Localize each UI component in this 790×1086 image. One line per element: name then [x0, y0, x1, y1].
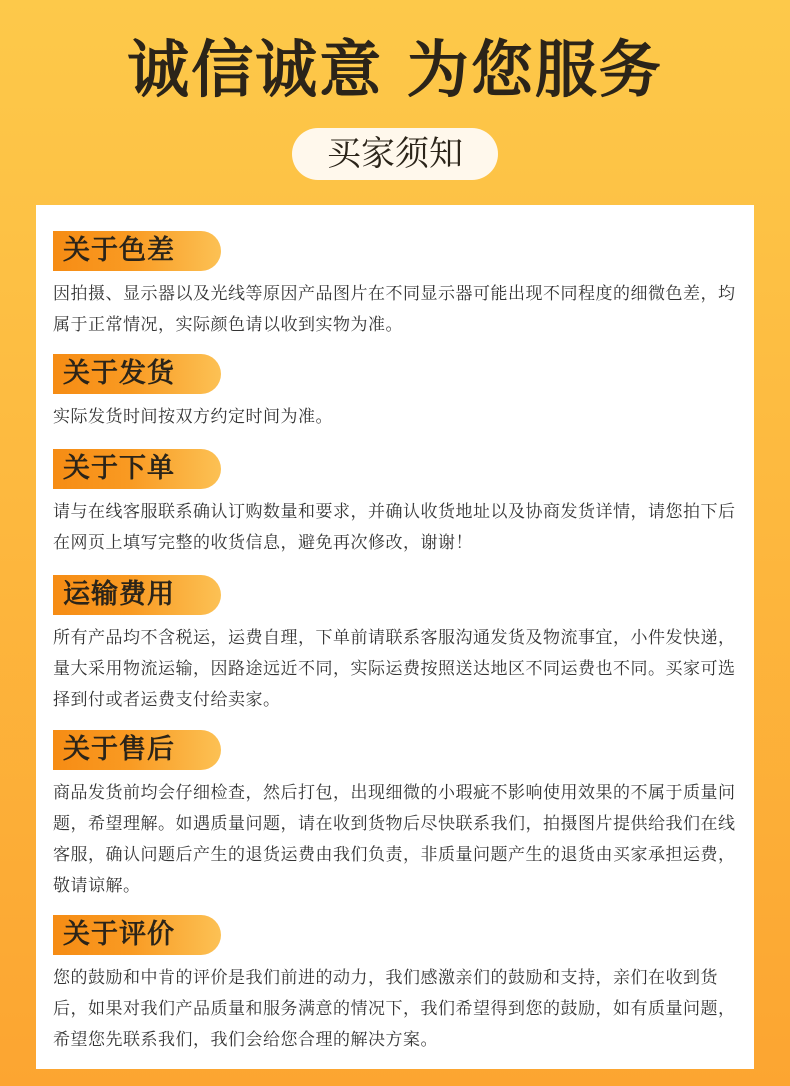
- section-heading: 关于评价: [53, 915, 221, 955]
- subtitle-badge: 买家须知: [292, 128, 498, 180]
- section-heading: 关于售后: [53, 730, 221, 770]
- page-title: 诚信诚意 为您服务: [127, 33, 663, 106]
- section-freight: [53, 575, 743, 716]
- section-heading: 关于色差: [53, 231, 221, 271]
- section-heading: 运输费用: [53, 575, 221, 615]
- section-heading: 关于发货: [53, 354, 221, 394]
- section-text: 因拍摄、显示器以及光线等原因产品图片在不同显示器可能出现不同程度的细微色差，均属于正常情况，实际颜色请以收到实物为准。: [53, 284, 736, 335]
- section-shipping: [53, 354, 743, 433]
- section-text: 您的鼓励和中肯的评价是我们前进的动力，我们感激亲们的鼓励和支持，亲们在收到货后，如果对我们产品质量和服务满意的情况下，我们希望得到您的鼓励，如有质量问题，希望您先联系我们，我们会给您合理的解决方案。: [53, 968, 736, 1050]
- section-text: 实际发货时间按双方约定时间为准。: [53, 407, 333, 427]
- section-text: 请与在线客服联系确认订购数量和要求，并确认收货地址以及协商发货详情，请您拍下后在网页上填写完整的收货信息，避免再次修改，谢谢！: [53, 502, 736, 553]
- section-text: 商品发货前均会仔细检查，然后打包，出现细微的小瑕疵不影响使用效果的不属于质量问题，希望理解。如遇质量问题，请在收到货物后尽快联系我们，拍摄图片提供给我们在线客服，确认问题后产生的退货运费由我们负责，非质量问题产生的退货由买家承担运费，敬请谅解。: [53, 783, 736, 896]
- section-color-difference: [53, 231, 743, 341]
- section-reviews: [53, 915, 743, 1056]
- section-after-sales: [53, 730, 743, 902]
- section-heading: 关于下单: [53, 449, 221, 489]
- section-ordering: [53, 449, 743, 559]
- notice-content-card: [36, 205, 754, 1069]
- section-text: 所有产品均不含税运，运费自理，下单前请联系客服沟通发货及物流事宜，小件发快递，量大采用物流运输，因路途远近不同，实际运费按照送达地区不同运费也不同。买家可选择到付或者运费支付给卖家。: [53, 628, 736, 710]
